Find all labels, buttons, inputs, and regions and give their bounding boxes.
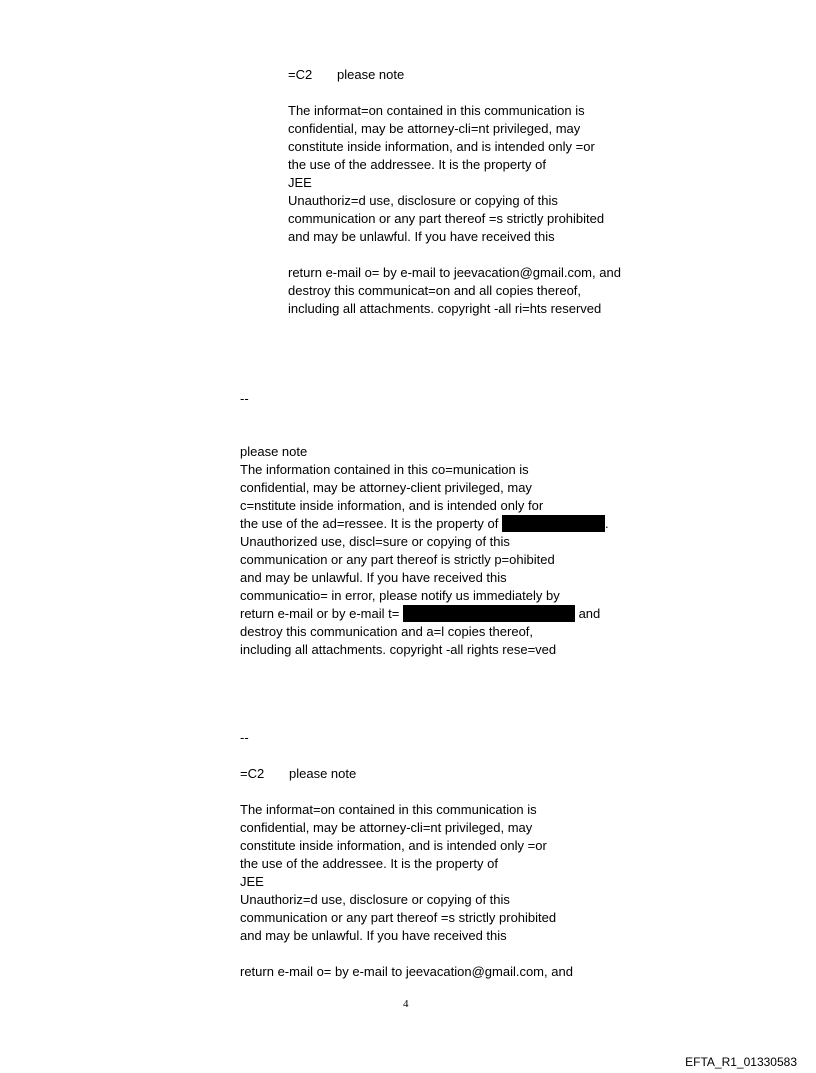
blank-line [240,945,573,963]
disclaimer-line: return e-mail o= by e-mail to jeevacation@gmail.com, and [288,265,621,280]
disclaimer-line: and may be unlawful. If you have received this [240,570,507,585]
disclaimer-line: confidential, may be attorney-cli=nt privileged, may [240,820,533,835]
disclaimer-line: communication or any part thereof =s strictly prohibited [288,211,605,226]
disclaimer-line: The information contained in this co=munication is [240,462,529,477]
disclaimer-line: communicatio= in error, please notify us immediately by [240,588,560,603]
disclaimer-line: Unauthorized use, discl=sure or copying of this [240,534,510,549]
line-text: the use of the ad=ressee. It is the property of [240,516,499,531]
disclaimer-line: Unauthoriz=d use, disclosure or copying of this [240,892,510,907]
disclaimer-line: the use of the addressee. It is the property of [240,856,498,871]
disclaimer-line: including all attachments. copyright -all rights rese=ved [240,642,557,657]
header-label: please note [289,766,357,781]
disclaimer-line: constitute inside information, and is intended only =or [240,838,547,853]
disclaimer-line: confidential, may be attorney-cli=nt privileged, may [288,121,581,136]
blank-line [288,84,621,102]
disclaimer-line: Unauthoriz=d use, disclosure or copying of this [288,193,558,208]
blank-line [288,246,621,264]
disclaimer-line: return e-mail o= by e-mail to jeevacation@gmail.com, and [240,964,573,979]
blank-line [240,783,573,801]
disclaimer-line: communication or any part thereof =s strictly prohibited [240,910,557,925]
disclaimer-line: constitute inside information, and is intended only =or [288,139,595,154]
disclaimer-line: destroy this communication and a=l copies thereof, [240,624,534,639]
disclaimer-line: including all attachments. copyright -all ri=hts reserved [288,301,602,316]
redaction-box [502,515,605,532]
disclaimer-line: communication or any part thereof is strictly p=ohibited [240,552,555,567]
disclaimer-title: please note [240,444,308,459]
disclaimer-line: confidential, may be attorney-client privileged, may [240,480,532,495]
line-text: and [578,606,601,621]
header-label: please note [337,67,405,82]
document-id: EFTA_R1_01330583 [685,1055,797,1069]
disclaimer-line: the use of the addressee. It is the property of [288,157,546,172]
disclaimer-line [240,605,609,623]
line-text: . [604,516,609,531]
separator: -- [240,391,249,406]
disclaimer-line: The informat=on contained in this communication is [240,802,537,817]
header-code: =C2 [240,766,265,781]
disclaimer-header [240,765,573,783]
line-text: return e-mail or by e-mail t= [240,606,400,621]
disclaimer-line: The informat=on contained in this communication is [288,103,585,118]
disclaimer-line: JEE [240,874,264,889]
disclaimer-line [240,515,609,533]
disclaimer-line: and may be unlawful. If you have received this [240,928,507,943]
disclaimer-block-3 [240,765,573,981]
page-number: 4 [403,998,409,1010]
disclaimer-block-1 [288,66,621,318]
disclaimer-line: destroy this communicat=on and all copies thereof, [288,283,582,298]
disclaimer-line: JEE [288,175,312,190]
disclaimer-block-2 [240,443,609,659]
redaction-box [403,605,575,622]
disclaimer-header [288,66,621,84]
separator: -- [240,730,249,745]
header-code: =C2 [288,67,313,82]
disclaimer-line: and may be unlawful. If you have received this [288,229,555,244]
disclaimer-line: c=nstitute inside information, and is intended only for [240,498,544,513]
